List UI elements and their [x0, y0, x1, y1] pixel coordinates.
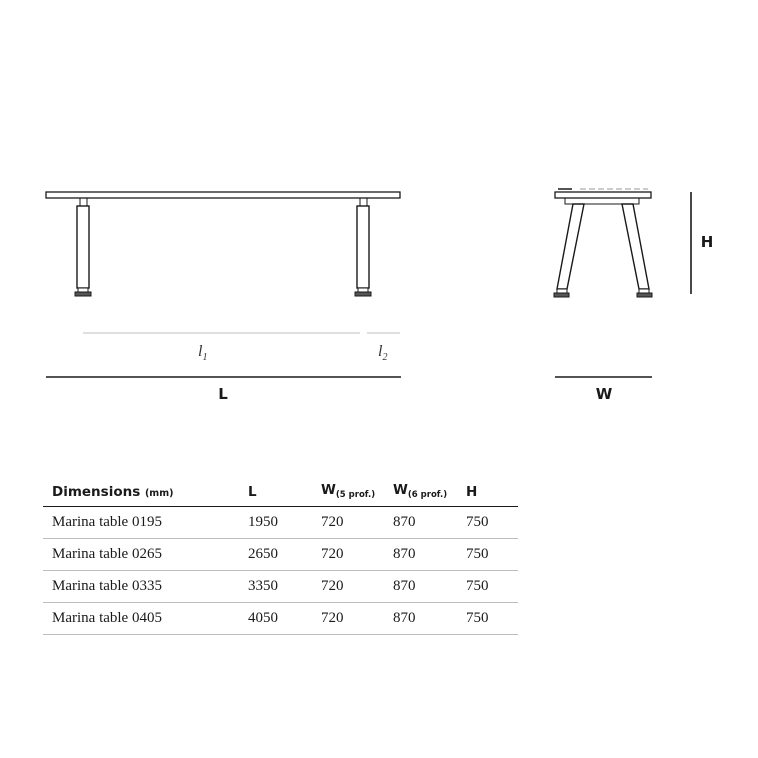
table-row: [43, 571, 518, 603]
row-height: 750: [466, 571, 518, 603]
row-length: 1950: [248, 507, 321, 539]
row-height: 750: [466, 603, 518, 635]
row-height: 750: [466, 539, 518, 571]
row-width-5: 720: [321, 507, 393, 539]
row-width-6: 870: [393, 507, 466, 539]
table-row: [43, 507, 518, 539]
row-name: Marina table 0265: [43, 539, 248, 571]
side-view: [554, 189, 652, 297]
l1-label: $l_1$: [198, 343, 208, 363]
row-width-6: 870: [393, 603, 466, 635]
dimensions-table: [43, 476, 518, 635]
header-width-5-prof: $W_{(5 prof.)}$: [321, 476, 393, 507]
row-length: 3350: [248, 571, 321, 603]
front-right-leg: [355, 198, 371, 296]
table-row: [43, 603, 518, 635]
front-left-leg: [75, 198, 91, 296]
header-length: L: [248, 476, 321, 507]
row-width-6: 870: [393, 539, 466, 571]
row-height: 750: [466, 507, 518, 539]
l2-label: $l_2$: [378, 343, 388, 363]
row-width-5: 720: [321, 603, 393, 635]
table-header-row: [43, 476, 518, 507]
row-name: Marina table 0405: [43, 603, 248, 635]
row-width-5: 720: [321, 571, 393, 603]
table-row: [43, 539, 518, 571]
header-dimensions: Dimensions (mm): [43, 476, 248, 507]
front-view: [46, 192, 400, 296]
side-right-leg: [622, 204, 649, 289]
row-name: Marina table 0335: [43, 571, 248, 603]
side-left-leg: [557, 204, 584, 289]
row-name: Marina table 0195: [43, 507, 248, 539]
height-label: H: [700, 233, 714, 251]
width-label: W: [595, 385, 613, 403]
tabletop-side: [555, 192, 651, 198]
row-width-6: 870: [393, 571, 466, 603]
row-length: 4050: [248, 603, 321, 635]
row-width-5: 720: [321, 539, 393, 571]
length-label: L: [218, 385, 228, 403]
row-length: 2650: [248, 539, 321, 571]
header-height: H: [466, 476, 518, 507]
header-width-6-prof: $W_{(6 prof.)}$: [393, 476, 466, 507]
tabletop-front: [46, 192, 400, 198]
